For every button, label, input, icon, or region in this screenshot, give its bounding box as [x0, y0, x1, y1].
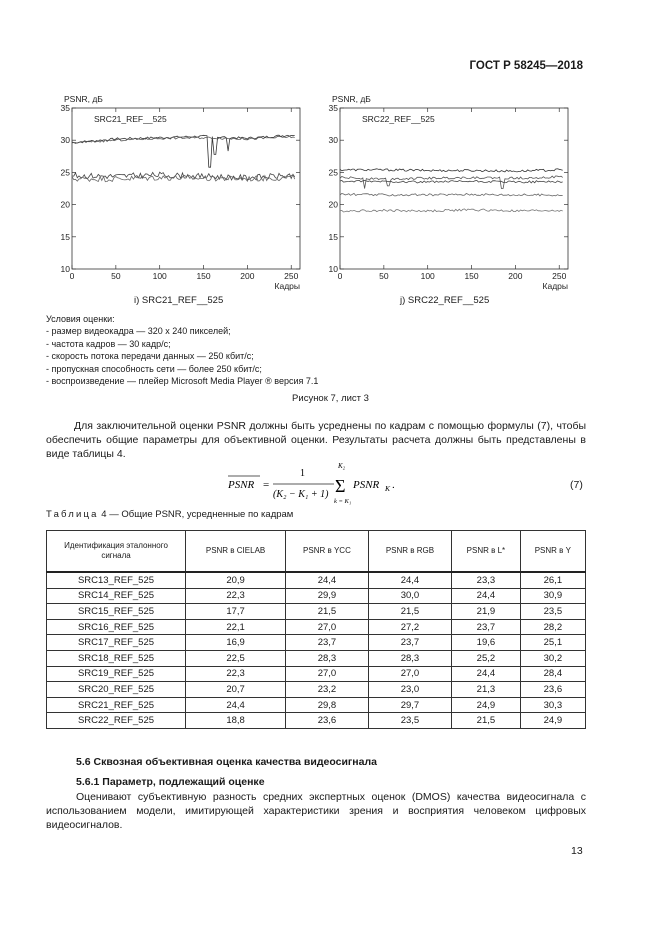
figure-caption: Рисунок 7, лист 3 [292, 393, 369, 404]
table-cell-value: 24,4 [452, 666, 521, 682]
table-cell-signal: SRC22_REF_525 [47, 713, 186, 729]
formula-svg [228, 462, 428, 506]
table-cell-value: 29,9 [286, 588, 369, 604]
x-tick-label: 200 [508, 271, 523, 281]
x-tick-label: 0 [69, 271, 75, 281]
table-cell-value: 17,7 [186, 604, 286, 620]
table-cell-value: 28,3 [286, 650, 369, 666]
table-row [47, 682, 586, 698]
header-reference-signal: Идентификация эталонного сигнала [47, 531, 186, 573]
section-heading-5-6-1: 5.6.1 Параметр, подлежащий оценке [76, 776, 265, 788]
chart-caption-src21: i) SRC21_REF__525 [134, 295, 224, 306]
table-row [47, 666, 586, 682]
condition-item: - воспроизведение — плейер Microsoft Media Player ® версия 7.1 [46, 376, 319, 387]
x-tick-label: 150 [196, 271, 211, 281]
series-line [340, 180, 563, 183]
table-cell-value: 25,1 [520, 635, 585, 651]
x-axis-label: Кадры [542, 281, 568, 291]
table-cell-value: 26,1 [520, 572, 585, 588]
y-tick-label: 35 [60, 103, 70, 113]
table-cell-value: 23,5 [368, 713, 451, 729]
table-cell-value: 23,2 [286, 682, 369, 698]
table-row [47, 572, 586, 588]
table-title-prefix: Таблица [46, 509, 99, 520]
table-cell-value: 23,7 [452, 619, 521, 635]
table-cell-value: 23,7 [286, 635, 369, 651]
formula-body: PSNR [353, 479, 380, 491]
table-cell-value: 30,9 [520, 588, 585, 604]
table-cell-value: 24,4 [286, 572, 369, 588]
table-cell-value: 29,8 [286, 697, 369, 713]
condition-item: - частота кадров — 30 кадр/с; [46, 338, 171, 349]
y-tick-label: 15 [60, 231, 70, 242]
table-cell-value: 21,3 [452, 682, 521, 698]
header-psnr-l: PSNR в L* [452, 531, 521, 573]
y-tick-label: 35 [328, 103, 338, 113]
formula-tail: . [392, 479, 395, 491]
table-cell-value: 24,4 [186, 697, 286, 713]
y-tick-label: 20 [328, 199, 338, 210]
y-tick-label: 10 [60, 264, 70, 274]
table-row [47, 713, 586, 729]
table-cell-value: 23,3 [452, 572, 521, 588]
formula-7 [228, 462, 428, 504]
chart-series-label: SRC21_REF__525 [94, 114, 167, 124]
table-cell-signal: SRC15_REF_525 [47, 604, 186, 620]
x-tick-label: 250 [552, 271, 567, 281]
y-tick-label: 25 [60, 167, 70, 178]
chart-caption-src22: j) SRC22_REF__525 [400, 295, 490, 306]
formula-number: (7) [570, 479, 583, 491]
formula-lhs: PSNR [228, 479, 255, 491]
x-tick-label: 250 [284, 271, 299, 281]
series-line [340, 176, 563, 189]
psnr-chart-src22 [318, 92, 568, 292]
y-axis-label: PSNR, дБ [332, 94, 371, 104]
condition-item: - пропускная способность сети — более 250 кбит/с; [46, 363, 262, 374]
table-cell-value: 23,5 [520, 604, 585, 620]
table-cell-signal: SRC14_REF_525 [47, 588, 186, 604]
table-cell-value: 21,9 [452, 604, 521, 620]
paragraph-dmos: Оценивают субъективную разность средних экспертных оценок (DMOS) качества видеосигнала с использованием модели, имитирующей характеристики зрения и восприятия человеком цифровых видеосигналов. [46, 791, 586, 832]
y-tick-label: 10 [328, 264, 338, 274]
table-cell-value: 22,3 [186, 666, 286, 682]
x-tick-label: 50 [379, 271, 389, 281]
psnr-table [46, 530, 586, 729]
table-title-text: 4 — Общие PSNR, усредненные по кадрам [101, 509, 294, 520]
table-cell-value: 22,3 [186, 588, 286, 604]
formula-sum-bottom: k = K₁ [334, 498, 352, 505]
table-row [47, 697, 586, 713]
header-psnr-rgb: PSNR в RGB [368, 531, 451, 573]
series-line [340, 209, 563, 212]
header-psnr-ycc: PSNR в YCC [286, 531, 369, 573]
x-tick-label: 150 [464, 271, 479, 281]
table-cell-value: 25,2 [452, 650, 521, 666]
table-cell-signal: SRC13_REF_525 [47, 572, 186, 588]
psnr-chart-src22-svg [318, 92, 568, 292]
table-cell-value: 24,9 [520, 713, 585, 729]
psnr-chart-src21 [50, 92, 300, 292]
table-row [47, 619, 586, 635]
table-cell-signal: SRC20_REF_525 [47, 682, 186, 698]
table-cell-value: 30,0 [368, 588, 451, 604]
table-cell-signal: SRC16_REF_525 [47, 619, 186, 635]
y-tick-label: 30 [60, 135, 70, 146]
series-line [340, 193, 563, 196]
table-row [47, 635, 586, 651]
evaluation-conditions [46, 313, 318, 387]
table-cell-value: 28,4 [520, 666, 585, 682]
table-cell-value: 24,4 [452, 588, 521, 604]
table-header-row [47, 531, 586, 573]
y-axis-label: PSNR, дБ [64, 94, 103, 104]
conditions-title: Условия оценки: [46, 314, 115, 324]
table-cell-value: 30,2 [520, 650, 585, 666]
sum-symbol: Σ [335, 476, 346, 496]
y-tick-label: 25 [328, 167, 338, 178]
x-axis-label: Кадры [274, 281, 300, 291]
table-cell-value: 24,9 [452, 697, 521, 713]
table-cell-value: 23,0 [368, 682, 451, 698]
condition-item: - скорость потока передачи данных — 250 кбит/с; [46, 351, 254, 362]
table-cell-value: 22,5 [186, 650, 286, 666]
table-cell-value: 23,6 [286, 713, 369, 729]
chart-series-label: SRC22_REF__525 [362, 114, 435, 124]
formula-sum-top: K₂ [338, 462, 346, 470]
table-cell-value: 30,3 [520, 697, 585, 713]
header-psnr-y: PSNR в Y [520, 531, 585, 573]
table-row [47, 650, 586, 666]
table-cell-value: 20,7 [186, 682, 286, 698]
table-cell-value: 28,2 [520, 619, 585, 635]
table-cell-signal: SRC17_REF_525 [47, 635, 186, 651]
section-heading-5-6: 5.6 Сквозная объективная оценка качества видеосигнала [76, 756, 377, 768]
table-cell-value: 16,9 [186, 635, 286, 651]
table-cell-value: 27,0 [368, 666, 451, 682]
formula-denominator: (K₂ − K₁ + 1) [273, 489, 329, 500]
table-cell-value: 21,5 [368, 604, 451, 620]
plot-frame [340, 108, 568, 269]
table-row [47, 588, 586, 604]
y-tick-label: 15 [328, 231, 338, 242]
table-cell-value: 28,3 [368, 650, 451, 666]
table-cell-value: 24,4 [368, 572, 451, 588]
header-psnr-cielab: PSNR в CIELAB [186, 531, 286, 573]
table-cell-value: 29,7 [368, 697, 451, 713]
x-tick-label: 100 [420, 271, 435, 281]
y-tick-label: 30 [328, 135, 338, 146]
series-line [340, 169, 563, 172]
formula-subscript: K [385, 484, 391, 493]
x-tick-label: 200 [240, 271, 255, 281]
condition-item: - размер видеокадра — 320 x 240 пикселей; [46, 326, 231, 337]
table-cell-value: 20,9 [186, 572, 286, 588]
x-tick-label: 100 [152, 271, 167, 281]
table-cell-value: 27,2 [368, 619, 451, 635]
psnr-chart-src21-svg [50, 92, 300, 292]
formula-numerator: 1 [300, 468, 305, 479]
table-cell-value: 18,8 [186, 713, 286, 729]
paragraph-psnr-averaging: Для заключительной оценки PSNR должны быть усреднены по кадрам с помощью формулы (7), чтобы обеспечить общие параметры для объективной оценки. Результаты расчета должны быть представлены в виде таблицы 4. [46, 420, 586, 461]
formula-equals: = [263, 479, 270, 491]
table-cell-value: 19,6 [452, 635, 521, 651]
table-cell-signal: SRC19_REF_525 [47, 666, 186, 682]
table-row [47, 604, 586, 620]
x-tick-label: 50 [111, 271, 121, 281]
page-number: 13 [571, 845, 583, 857]
standard-number: ГОСТ Р 58245—2018 [469, 60, 583, 72]
table-cell-value: 21,5 [452, 713, 521, 729]
x-tick-label: 0 [337, 271, 343, 281]
table-cell-value: 23,7 [368, 635, 451, 651]
table-cell-value: 22,1 [186, 619, 286, 635]
table-cell-value: 23,6 [520, 682, 585, 698]
table-title [46, 509, 293, 520]
table-cell-signal: SRC18_REF_525 [47, 650, 186, 666]
table-cell-value: 21,5 [286, 604, 369, 620]
plot-frame [72, 108, 300, 269]
y-tick-label: 20 [60, 199, 70, 210]
table-cell-value: 27,0 [286, 666, 369, 682]
table-cell-signal: SRC21_REF_525 [47, 697, 186, 713]
table-cell-value: 27,0 [286, 619, 369, 635]
